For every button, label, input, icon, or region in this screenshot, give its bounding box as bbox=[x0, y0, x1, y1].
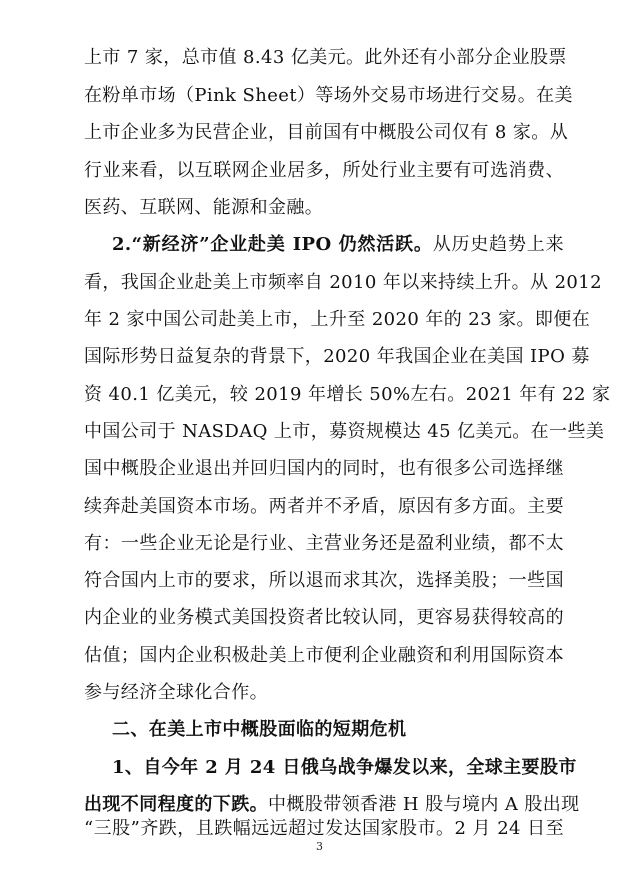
paragraph-line: 上市 7 家，总市值 8.43 亿美元。此外还有小部分企业股票 bbox=[84, 47, 567, 68]
paragraph-line: 医药、互联网、能源和金融。 bbox=[84, 197, 324, 218]
paragraph-first-line bbox=[112, 231, 564, 259]
paragraph-line: 上市企业多为民营企业，目前国有中概股公司仅有 8 家。从 bbox=[84, 122, 569, 143]
paragraph-line: 看，我国企业赴美上市频率自 2010 年以来持续上升。从 2012 bbox=[84, 272, 602, 293]
paragraph-line: 有：一些企业无论是行业、主营业务还是盈利业绩，都不太 bbox=[84, 533, 564, 554]
paragraph-text: 从历史趋势上来 bbox=[432, 234, 564, 255]
subheading-bold: 2.“新经济”企业赴美 IPO 仍然活跃。 bbox=[112, 234, 433, 255]
paragraph-line: “三股”齐跌，且跌幅远远超过发达国家股市。2 月 24 日至 bbox=[84, 818, 564, 839]
paragraph-line: 内企业的业务模式美国投资者比较认同，更容易获得较高的 bbox=[84, 607, 564, 628]
paragraph-line: 参与经济全球化合作。 bbox=[84, 682, 268, 703]
page-number: 3 bbox=[316, 840, 323, 853]
paragraph-bold-line: 1、自今年 2 月 24 日俄乌战争爆发以来，全球主要股市 bbox=[112, 757, 577, 778]
paragraph-line: 中国公司于 NASDAQ 上市，募资规模达 45 亿美元。在一些美 bbox=[84, 421, 605, 442]
paragraph-line: 估值；国内企业积极赴美上市便利企业融资和利用国际资本 bbox=[84, 645, 564, 666]
paragraph-line: 国中概股企业退出并回归国内的同时，也有很多公司选择继 bbox=[84, 458, 564, 479]
paragraph-line: 符合国内上市的要求，所以退而求其次，选择美股；一些国 bbox=[84, 570, 564, 591]
paragraph-line: 在粉单市场（Pink Sheet）等场外交易市场进行交易。在美 bbox=[84, 85, 573, 106]
paragraph-line: 续奔赴美国资本市场。两者并不矛盾，原因有多方面。主要 bbox=[84, 496, 564, 517]
section-heading: 二、在美上市中概股面临的短期危机 bbox=[112, 719, 407, 740]
paragraph-text: 中概股带领香港 H 股与境内 A 股出现 bbox=[268, 794, 580, 815]
paragraph-line: 行业来看，以互联网企业居多，所处行业主要有可选消费、 bbox=[84, 160, 564, 181]
paragraph-line: 年 2 家中国公司赴美上市，上升至 2020 年的 23 家。即便在 bbox=[84, 309, 591, 330]
bold-text: 出现不同程度的下跌。 bbox=[84, 794, 268, 815]
paragraph-line: 国际形势日益复杂的背景下，2020 年我国企业在美国 IPO 募 bbox=[84, 346, 590, 367]
paragraph-line: 资 40.1 亿美元，较 2019 年增长 50%左右。2021 年有 22 家 bbox=[84, 384, 611, 405]
